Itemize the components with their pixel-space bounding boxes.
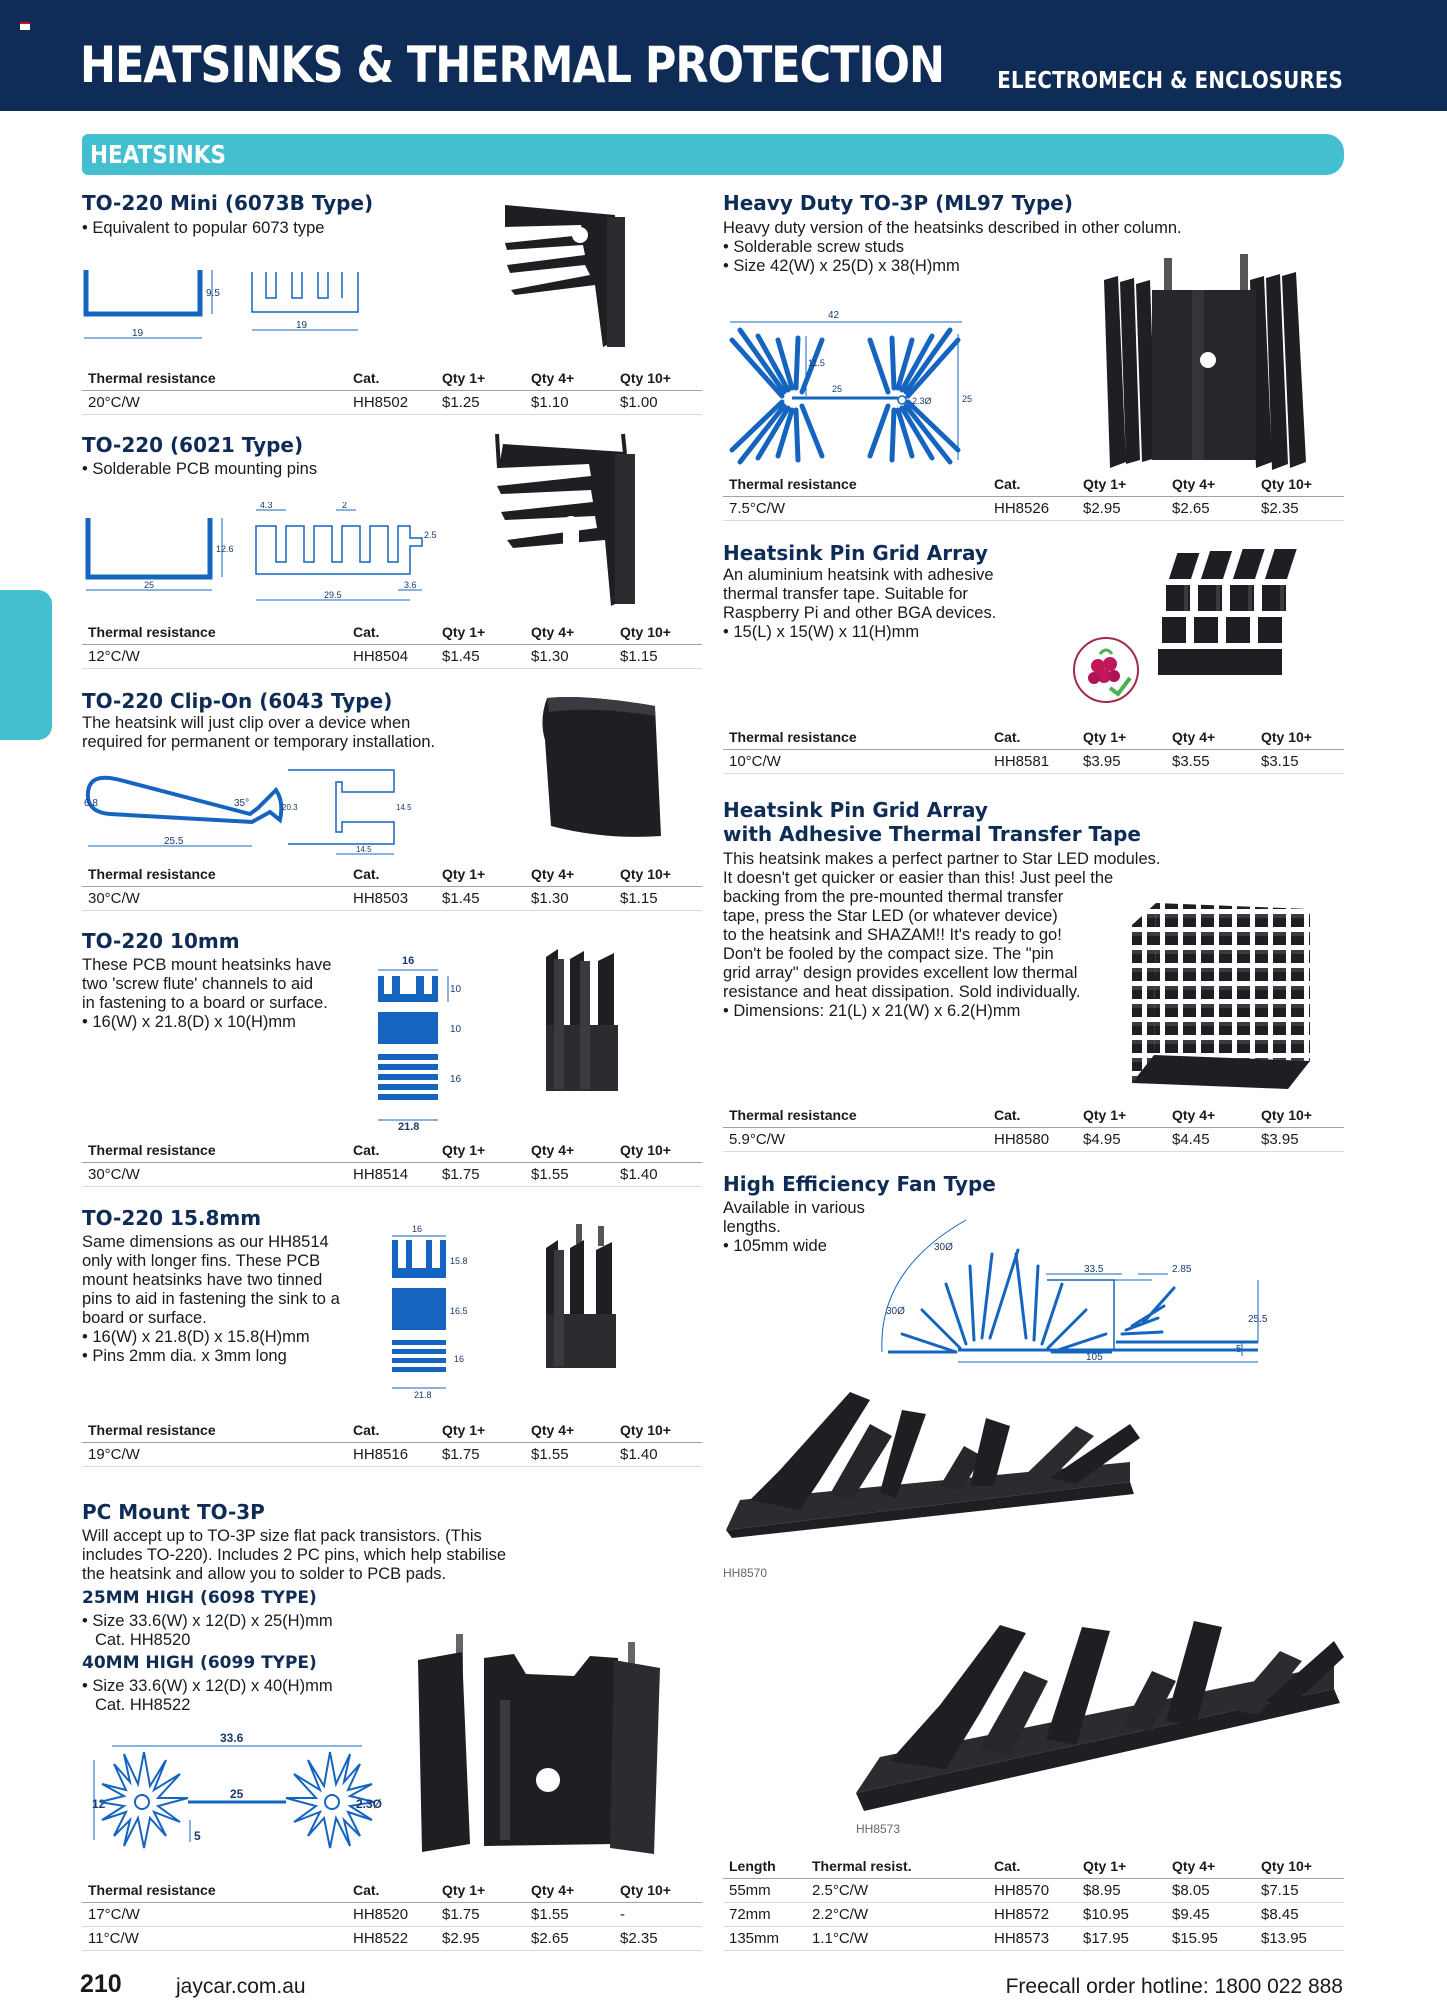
dim-label: 14.5 — [356, 845, 372, 854]
subheading-40mm: 40MM HIGH (6099 TYPE) — [82, 1653, 317, 1673]
dim-label: 25.5 — [1248, 1314, 1268, 1325]
product-desc-hh8516: Same dimensions as our HH8514 only with longer fins. These PCB mount heatsinks have two tinned pins to aid in fastening the sink to a board or surface. • 16(W) x 21.8(D) x 15.8(H)mm • Pins 2mm dia. x 3mm long — [82, 1233, 340, 1365]
category-bar — [82, 134, 1344, 175]
table-row: 20°C/W HH8502 $1.25 $1.10 $1.00 — [82, 390, 702, 414]
heatsink-photo-hh8526 — [1100, 250, 1315, 472]
price-table-hh8514: Thermal resistance Cat. Qty 1+ Qty 4+ Qty 10+ 30°C/W HH8514 $1.75 $1.55 $1.40 — [82, 1138, 702, 1187]
dimension-diagram-hh8570 — [862, 1210, 1272, 1375]
dimension-diagram-hh8504 — [80, 502, 445, 607]
product-desc-hh8514: These PCB mount heatsinks have two 'screw flute' channels to aid in fastening to a board or surface. • 16(W) x 21.8(D) x 10(H)mm — [82, 956, 332, 1031]
heatsink-photo-hh8504 — [485, 428, 650, 610]
product-title-hh8581: Heatsink Pin Grid Array — [723, 541, 988, 565]
dim-label: 16.5 — [450, 1306, 468, 1316]
price-table-hh8526: Thermal resistance Cat. Qty 1+ Qty 4+ Qty 10+ 7.5°C/W HH8526 $2.95 $2.65 $2.35 — [723, 472, 1344, 521]
page-title: HEATSINKS & THERMAL PROTECTION — [80, 36, 944, 94]
dim-label: 4.3 — [260, 502, 273, 510]
table-row: 19°C/W HH8516 $1.75 $1.55 $1.40 — [82, 1442, 702, 1466]
dim-label: 25 — [144, 580, 155, 590]
heatsink-photo-hh8570 — [720, 1390, 1140, 1540]
product-title-hh8580-line2: with Adhesive Thermal Transfer Tape — [723, 822, 1141, 846]
dim-label: 42 — [828, 310, 840, 321]
dim-label: 11.5 — [808, 358, 825, 368]
subheading-25mm: 25MM HIGH (6098 TYPE) — [82, 1588, 317, 1608]
table-row: 11°C/W HH8522 $2.95 $2.65 $2.35 — [82, 1926, 702, 1950]
dim-label: 15.8 — [450, 1256, 468, 1266]
dimension-diagram-hh8514 — [372, 950, 472, 1136]
table-row: 17°C/W HH8520 $1.75 $1.55 - — [82, 1902, 702, 1926]
product-title-hh8504: TO-220 (6021 Type) — [82, 433, 304, 457]
dim-label: 20.3 — [282, 803, 298, 812]
dim-label: 12 — [92, 1797, 106, 1811]
dim-label: 2.3Ø — [912, 396, 932, 406]
page-header — [0, 0, 1447, 111]
dim-label: 19 — [296, 320, 308, 331]
dimension-diagram-hh8502 — [80, 262, 370, 344]
dim-label: 16 — [450, 1074, 462, 1085]
product-title-hh8516: TO-220 15.8mm — [82, 1206, 262, 1230]
product-desc-hh8570: Available in various lengths. • 105mm wide — [723, 1199, 865, 1255]
raspberry-pi-badge-icon — [1072, 636, 1140, 704]
dim-label: 33.5 — [1084, 1264, 1104, 1275]
dim-label: 12.6 — [216, 544, 234, 554]
product-ref-hh8570: HH8570 — [723, 1566, 768, 1580]
dim-label: 30Ø — [886, 1306, 905, 1317]
dim-label: 35° — [234, 798, 250, 809]
product-title-hh8580: Heatsink Pin Grid Array — [723, 798, 988, 822]
dim-label: 5 — [194, 1829, 201, 1843]
website-link[interactable]: jaycar.com.au — [176, 1975, 306, 1998]
table-row: 55mm 2.5°C/W HH8570 $8.95 $8.05 $7.15 — [723, 1878, 1344, 1902]
table-row: 135mm 1.1°C/W HH8573 $17.95 $15.95 $13.95 — [723, 1926, 1344, 1950]
table-row: 72mm 2.2°C/W HH8572 $10.95 $9.45 $8.45 — [723, 1902, 1344, 1926]
product-desc-hh8502: • Equivalent to popular 6073 type — [82, 219, 325, 237]
dim-label: 2.3Ø — [356, 1797, 383, 1811]
product-desc-hh8520: Will accept up to TO-3P size flat pack transistors. (This includes TO-220). Includes 2 PC pins, which help stabilise the heatsink and allow you to solder to PCB pads. — [82, 1527, 507, 1583]
dim-label: 25 — [962, 394, 973, 404]
side-tab-marker — [0, 590, 52, 740]
dim-label: 16 — [412, 1224, 423, 1234]
heatsink-photo-hh8573 — [850, 1585, 1344, 1835]
dim-label: 2.85 — [1172, 1264, 1192, 1275]
dimension-diagram-hh8516 — [384, 1222, 474, 1402]
dim-label: 25 — [832, 384, 843, 394]
dim-label: 21.8 — [414, 1390, 432, 1400]
heatsink-photo-hh8502 — [495, 195, 645, 350]
dim-label: 16 — [454, 1354, 465, 1364]
spec-25mm: • Size 33.6(W) x 12(D) x 25(H)mm Cat. HH8520 — [82, 1612, 333, 1649]
table-row: 30°C/W HH8514 $1.75 $1.55 $1.40 — [82, 1162, 702, 1186]
price-table-hh8504: Thermal resistance Cat. Qty 1+ Qty 4+ Qty 10+ 12°C/W HH8504 $1.45 $1.30 $1.15 — [82, 620, 702, 669]
dim-label: 25 — [230, 1787, 244, 1801]
hotline-text: Freecall order hotline: 1800 022 888 — [1005, 1975, 1343, 1998]
heatsink-photo-hh8520 — [414, 1630, 672, 1860]
table-row: 10°C/W HH8581 $3.95 $3.55 $3.15 — [723, 749, 1344, 773]
price-table-hh8520: Thermal resistance Cat. Qty 1+ Qty 4+ Qty 10+ 17°C/W HH8520 $1.75 $1.55 - 11°C/W HH8522 $2.95 $2.65 $2.35 — [82, 1878, 702, 1951]
product-desc-hh8580: This heatsink makes a perfect partner to Star LED modules. It doesn't get quicker or easier than this! Just peel the backing from the pre-mounted thermal transfer tape, press the Star LED (or whatever device) to the heatsink and SHAZAM!! It's ready to go! Don't be fooled by the compact size. The "pin grid array" design provides excellent low thermal resistance and heat dissipation. Sold individually. • Dimensions: 21(L) x 21(W) x 6.2(H)mm — [723, 850, 1161, 1020]
dim-label: 10 — [450, 984, 462, 995]
dim-label: 6.8 — [84, 798, 98, 809]
dim-label: 21.8 — [398, 1121, 420, 1133]
product-desc-hh8581: An aluminium heatsink with adhesive thermal transfer tape. Suitable for Raspberry Pi and other BGA devices. • 15(L) x 15(W) x 11(H)mm — [723, 566, 997, 641]
price-table-hh8581: Thermal resistance Cat. Qty 1+ Qty 4+ Qty 10+ 10°C/W HH8581 $3.95 $3.55 $3.15 — [723, 725, 1344, 774]
dim-label: 29.5 — [324, 590, 342, 600]
dim-label: 2.5 — [424, 530, 437, 540]
dim-label: 3.6 — [404, 580, 417, 590]
product-desc-hh8526: Heavy duty version of the heatsinks described in other column. • Solderable screw studs • Size 42(W) x 25(D) x 38(H)mm — [723, 219, 1182, 275]
price-table-hh8516: Thermal resistance Cat. Qty 1+ Qty 4+ Qty 10+ 19°C/W HH8516 $1.75 $1.55 $1.40 — [82, 1418, 702, 1467]
dim-label: 10 — [450, 1024, 462, 1035]
dim-label: 2 — [342, 502, 348, 510]
table-row: 5.9°C/W HH8580 $4.95 $4.45 $3.95 — [723, 1127, 1344, 1151]
product-desc-hh8503: The heatsink will just clip over a device when required for permanent or temporary installation. — [82, 714, 436, 751]
dimension-diagram-hh8503 — [80, 762, 420, 862]
table-row: 30°C/W HH8503 $1.45 $1.30 $1.15 — [82, 886, 702, 910]
dim-label: 9.5 — [206, 288, 220, 299]
product-title-hh8520: PC Mount TO-3P — [82, 1500, 265, 1524]
product-title-hh8502: TO-220 Mini (6073B Type) — [82, 191, 374, 215]
price-table-fan: Length Thermal resist. Cat. Qty 1+ Qty 4+ Qty 10+ 55mm 2.5°C/W HH8570 $8.95 $8.05 $7.15 72mm 2.2°C/W HH8572 $10.95 $9.45 $8.45 135mm 1.1°C/W HH8573 $17.95 $15.95 $13.95 — [723, 1854, 1344, 1951]
dim-label: 30Ø — [934, 1242, 953, 1253]
heatsink-photo-hh8503 — [535, 690, 670, 845]
dim-label: 14.5 — [396, 803, 412, 812]
product-title-hh8514: TO-220 10mm — [82, 929, 240, 953]
product-title-hh8526: Heavy Duty TO-3P (ML97 Type) — [723, 191, 1073, 215]
price-table-hh8503: Thermal resistance Cat. Qty 1+ Qty 4+ Qty 10+ 30°C/W HH8503 $1.45 $1.30 $1.15 — [82, 862, 702, 911]
dim-label: 16 — [402, 955, 415, 967]
dim-label: 25.5 — [164, 836, 184, 847]
price-table-hh8502: Thermal resistance Cat. Qty 1+ Qty 4+ Qty 10+ 20°C/W HH8502 $1.25 $1.10 $1.00 — [82, 366, 702, 415]
section-label: ELECTROMECH & ENCLOSURES — [997, 68, 1343, 94]
page-number: 210 — [80, 1970, 122, 1998]
product-ref-hh8573: HH8573 — [856, 1822, 901, 1836]
product-desc-hh8504: • Solderable PCB mounting pins — [82, 460, 318, 478]
dim-label: 19 — [132, 328, 144, 339]
dimension-diagram-hh8520 — [80, 1724, 410, 1864]
flag-icon — [20, 22, 30, 30]
dimension-diagram-hh8526 — [722, 310, 977, 470]
table-row: 7.5°C/W HH8526 $2.95 $2.65 $2.35 — [723, 496, 1344, 520]
table-row: 12°C/W HH8504 $1.45 $1.30 $1.15 — [82, 644, 702, 668]
heatsink-photo-hh8581 — [1144, 545, 1304, 683]
dim-label: 33.6 — [220, 1731, 244, 1745]
spec-40mm: • Size 33.6(W) x 12(D) x 40(H)mm Cat. HH8522 — [82, 1677, 333, 1714]
dim-label: 105 — [1086, 1352, 1103, 1363]
price-table-hh8580: Thermal resistance Cat. Qty 1+ Qty 4+ Qty 10+ 5.9°C/W HH8580 $4.95 $4.45 $3.95 — [723, 1103, 1344, 1152]
category-title: HEATSINKS — [90, 140, 226, 169]
product-title-hh8503: TO-220 Clip-On (6043 Type) — [82, 689, 393, 713]
heatsink-photo-hh8580 — [1128, 895, 1313, 1095]
heatsink-photo-hh8516 — [540, 1222, 625, 1372]
product-title-hh8570: High Efficiency Fan Type — [723, 1172, 996, 1196]
heatsink-photo-hh8514 — [540, 945, 630, 1095]
